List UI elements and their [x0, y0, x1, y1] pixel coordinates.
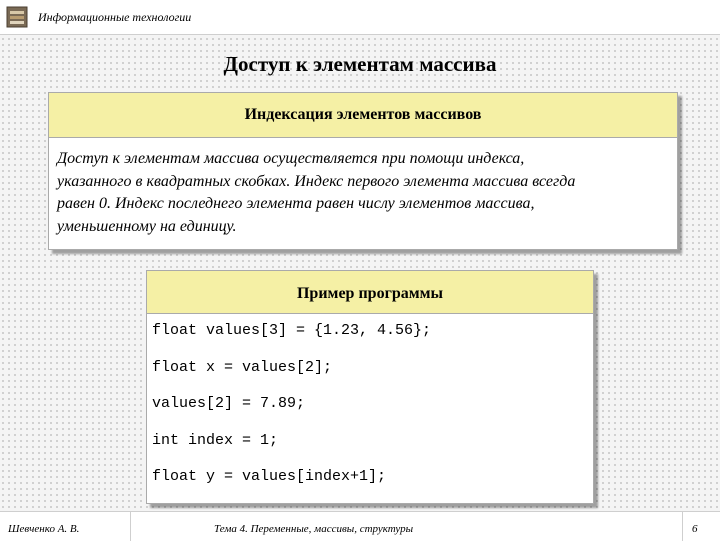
text-line: уменьшенному на единицу. [57, 217, 237, 235]
text-line: указанного в квадратных скобках. Индекс первого элемента массива всегда [57, 172, 576, 190]
indexing-card-text [49, 138, 677, 238]
text-line: равен 0. Индекс последнего элемента равен числу элементов массива, [57, 195, 535, 212]
code-line: int index = 1; [152, 431, 279, 449]
slide-header [0, 0, 720, 35]
slide-footer [0, 511, 720, 541]
footer-divider [682, 512, 683, 541]
code-line: values[2] = 7.89; [152, 395, 306, 412]
header-title: Информационные технологии [38, 10, 192, 24]
code-line: float y = values[index+1]; [152, 468, 387, 485]
code-block [147, 312, 593, 497]
footer-topic: Тема 4. Переменные, массивы, структуры [214, 523, 414, 535]
footer-author: Шевченко А. В. [8, 523, 80, 535]
book-stack-icon [6, 6, 28, 28]
example-card [146, 270, 594, 504]
text-line: Доступ к элементам массива осуществляется при помощи индекса, [57, 150, 525, 167]
indexing-card-heading: Индексация элементов массивов [49, 93, 677, 138]
code-line: float values[3] = {1.23, 4.56}; [152, 322, 432, 339]
footer-page-number: 6 [692, 523, 698, 535]
example-card-heading: Пример программы [147, 271, 593, 314]
slide-title: Доступ к элементам массива [223, 52, 497, 76]
indexing-card [48, 92, 678, 250]
footer-divider [130, 512, 131, 541]
code-line: float x = values[2]; [152, 358, 333, 376]
